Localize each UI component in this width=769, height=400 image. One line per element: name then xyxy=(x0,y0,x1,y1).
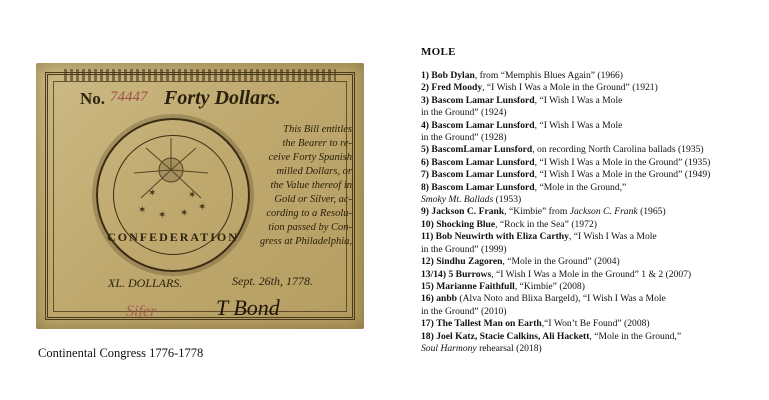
entry-detail: , “I Wish I Was a Mole in the Ground” (1949) xyxy=(534,169,711,181)
entry-artist: Sindhu Zagoren xyxy=(436,256,503,268)
banknote-signature-left: Sifer xyxy=(126,303,157,320)
entry-number: 7) xyxy=(421,169,429,181)
image-caption: Continental Congress 1776-1778 xyxy=(38,346,204,360)
list-item xyxy=(421,219,761,231)
entry-artist: anbb xyxy=(436,293,458,305)
banknote-body-line: This Bill entitles xyxy=(283,124,352,135)
entry-number: 17) xyxy=(421,318,434,330)
list-item xyxy=(421,120,761,145)
banknote-body-text xyxy=(226,123,352,249)
entry-detail-2: (1965) xyxy=(637,206,666,218)
banknote-body-line: milled Dollars, or xyxy=(276,166,352,177)
entry-continuation xyxy=(421,107,761,119)
entry-detail-cont: in the Ground” (1999) xyxy=(421,243,507,255)
entry-detail: , “Mole in the Ground” (2004) xyxy=(502,256,620,268)
entry-continuation xyxy=(421,244,761,256)
continental-banknote-image xyxy=(36,63,364,329)
entry-detail: , from “Memphis Blues Again” (1966) xyxy=(474,70,624,81)
banknote-number-label: No. xyxy=(80,89,106,108)
entry-detail-cont: (1953) xyxy=(493,194,522,206)
entry-detail: , “I Wish I Was a Mole xyxy=(534,94,623,106)
seal-sun-icon xyxy=(96,118,246,268)
entry-number: 16) xyxy=(421,293,434,305)
list-item xyxy=(421,169,761,181)
entry-album: Soul Harmony xyxy=(421,342,477,354)
entry-detail-cont: rehearsal (2018) xyxy=(476,342,542,354)
svg-text:✶: ✶ xyxy=(148,188,157,199)
entry-artist: Jackson C. Frank xyxy=(431,206,505,218)
banknote-serial: 74447 xyxy=(110,89,148,105)
banknote-footer-left: XL. DOLLARS. xyxy=(108,276,183,290)
banknote-body-line: ceive Forty Spanish xyxy=(268,152,352,163)
entry-artist: Bascom Lamar Lunsford xyxy=(431,156,535,168)
entry-number: 11) xyxy=(421,231,434,243)
entry-artist: Bascom Lamar Lunsford xyxy=(431,94,535,106)
entry-number: 15) xyxy=(421,280,434,292)
svg-text:✶: ✶ xyxy=(138,205,147,216)
list-item xyxy=(421,331,761,356)
entry-number: 1) xyxy=(421,70,429,81)
entry-detail-cont: in the Ground” (1928) xyxy=(421,132,507,144)
banknote-signature-right: T Bond xyxy=(216,295,280,320)
entry-artist: Fred Moody xyxy=(431,82,483,94)
entry-number: 12) xyxy=(421,256,434,268)
entry-detail: , “Mole in the Ground,” xyxy=(534,181,627,193)
entry-number: 8) xyxy=(421,181,429,193)
banknote-denomination: Forty Dollars. xyxy=(164,87,281,109)
entry-continuation xyxy=(421,306,761,318)
banknote-date: Sept. 26th, 1778. xyxy=(232,274,313,288)
entry-artist: Marianne Faithfull xyxy=(436,280,515,292)
entry-number: 13/14) xyxy=(421,268,447,280)
entry-number: 18) xyxy=(421,330,434,342)
list-item xyxy=(421,281,761,293)
entry-detail: , “I Wish I Was a Mole in the Ground” 1 & 2 (2007) xyxy=(491,268,692,280)
entry-detail: , “I Wish I Was a Mole xyxy=(568,231,657,243)
entry-number: 3) xyxy=(421,94,429,106)
list-item xyxy=(421,231,761,256)
banknote-body-line: Gold or Silver, ac- xyxy=(274,194,352,205)
recording-list xyxy=(421,70,761,355)
entry-number: 6) xyxy=(421,156,429,168)
entry-number: 10) xyxy=(421,218,434,230)
entry-artist: Bascom Lamar Lunsford xyxy=(431,119,535,131)
entry-detail: , “Kimbie” (2008) xyxy=(514,280,585,292)
entry-detail: , “I Wish I Was a Mole in the Ground” (1921) xyxy=(482,82,658,94)
entry-detail: ,“I Won’t Be Found” (2008) xyxy=(541,318,650,330)
entry-album: Smoky Mt. Ballads xyxy=(421,194,494,206)
list-item xyxy=(421,157,761,169)
entry-album: Jackson C. Frank xyxy=(569,206,638,218)
entry-number: 4) xyxy=(421,119,429,131)
entry-detail: , “Rock in the Sea” (1972) xyxy=(495,218,597,230)
list-item xyxy=(421,182,761,207)
list-item xyxy=(421,82,761,94)
entry-continuation xyxy=(421,132,761,144)
entry-continuation xyxy=(421,343,761,355)
entry-artist: The Tallest Man on Earth xyxy=(436,318,542,330)
entry-detail: , on recording North Carolina ballads (1935) xyxy=(532,144,704,156)
entry-detail: , “I Wish I Was a Mole xyxy=(534,119,623,131)
list-item xyxy=(421,144,761,156)
list-item xyxy=(421,95,761,120)
entry-artist: Bascom Lamar Lunsford xyxy=(431,169,535,181)
entry-artist: Joel Katz, Stacie Calkins, Ali Hackett xyxy=(436,330,590,342)
entry-artist: Bascom Lamar Lunsford xyxy=(431,181,535,193)
list-heading: MOLE xyxy=(421,46,456,58)
list-item xyxy=(421,206,761,218)
banknote-body-line: cording to a Resolu- xyxy=(266,208,352,219)
entry-detail: , “Mole in the Ground,” xyxy=(589,330,682,342)
list-item xyxy=(421,70,761,82)
entry-number: 9) xyxy=(421,206,429,218)
entry-detail-cont: in the Ground” (2010) xyxy=(421,305,507,317)
banknote-body-line: the Bearer to re- xyxy=(282,138,352,149)
list-item xyxy=(421,269,761,281)
svg-text:✶: ✶ xyxy=(158,210,167,221)
entry-artist: BascomLamar Lunsford xyxy=(431,144,533,156)
banknote-body-line: the Value thereof in xyxy=(270,180,352,191)
list-item xyxy=(421,256,761,268)
entry-artist: Shocking Blue xyxy=(436,218,496,230)
banknote-body-line: tion passed by Con- xyxy=(268,222,352,233)
entry-detail: , “I Wish I Was a Mole in the Ground” (1935) xyxy=(534,156,711,168)
entry-number: 2) xyxy=(421,82,429,94)
entry-artist: 5 Burrows xyxy=(448,268,492,280)
entry-detail: , “Kimbie” from xyxy=(504,206,570,218)
entry-continuation xyxy=(421,194,761,206)
entry-artist: Bob Dylan xyxy=(431,70,475,81)
svg-text:✶: ✶ xyxy=(198,202,207,213)
banknote-body-line: gress at Philadelphia, xyxy=(259,236,352,247)
svg-text:✶: ✶ xyxy=(188,190,197,201)
entry-number: 5) xyxy=(421,144,429,156)
list-item xyxy=(421,293,761,318)
seal-text: CONFEDERATION xyxy=(107,230,239,244)
entry-detail-cont: in the Ground” (1924) xyxy=(421,107,507,119)
entry-detail: (Alva Noto and Blixa Bargeld), “I Wish I Was a Mole xyxy=(457,293,666,305)
list-item xyxy=(421,318,761,330)
entry-artist: Bob Neuwirth with Eliza Carthy xyxy=(435,231,569,243)
svg-text:✶: ✶ xyxy=(180,208,189,219)
